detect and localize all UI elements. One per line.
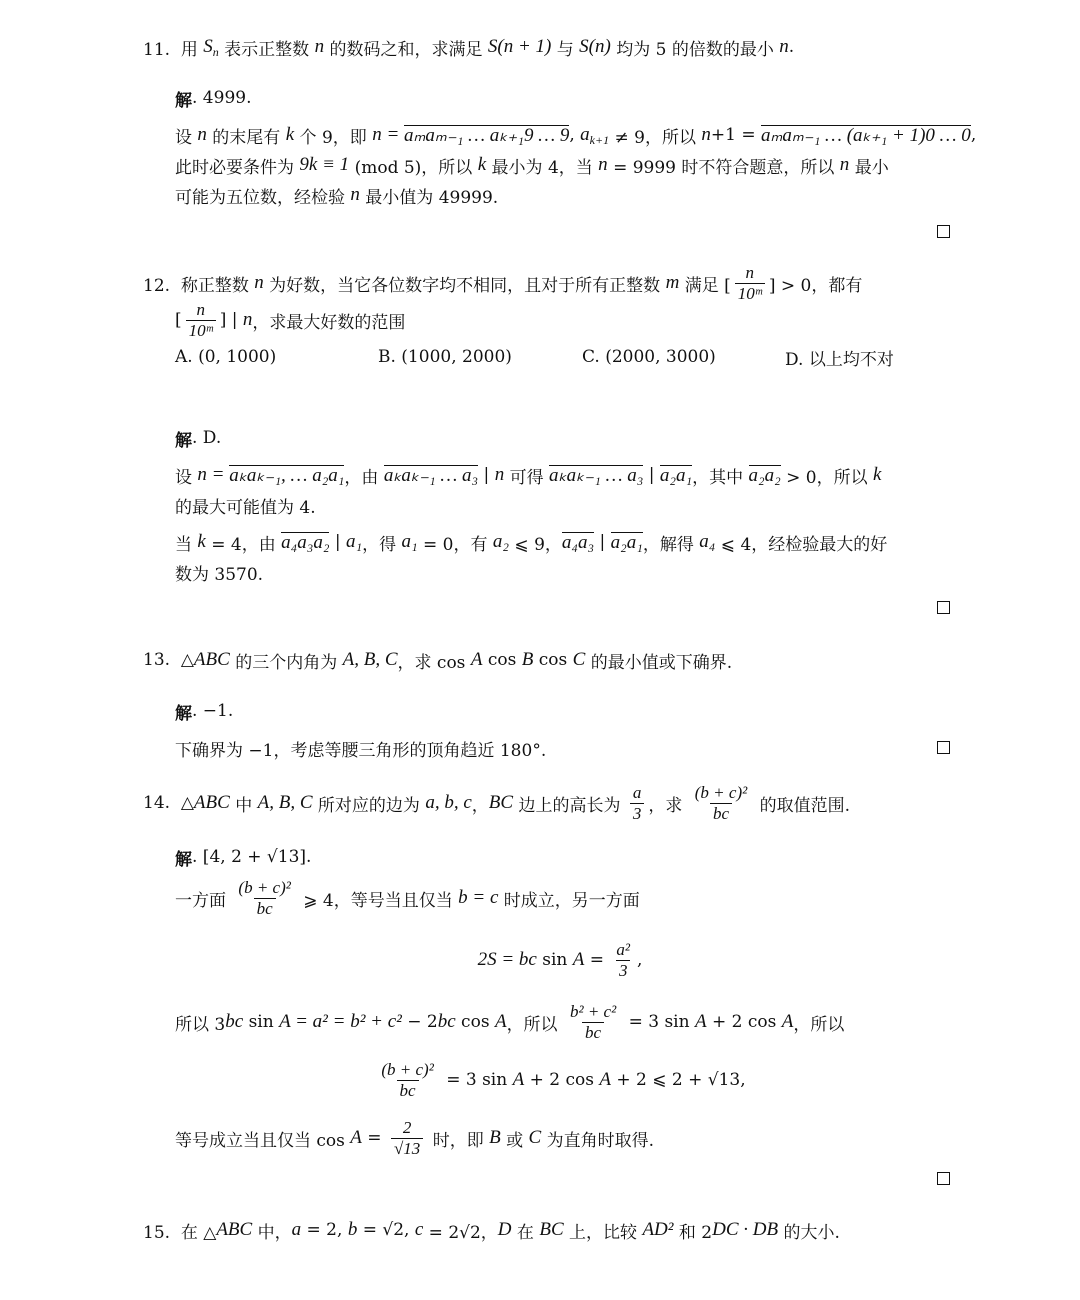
text: 时成立，另一方面 — [498, 890, 640, 911]
math-expression: n — [779, 36, 789, 57]
qed-box-icon — [937, 225, 950, 238]
math-expression: S — [203, 36, 213, 57]
math-expression: ABC — [216, 1219, 253, 1240]
math-expression: A — [494, 1011, 507, 1032]
math-expression: n = — [197, 464, 230, 485]
math-expression: ABC — [193, 792, 230, 813]
text: = 2, — [301, 1220, 348, 1240]
math-expression: k — [285, 124, 295, 145]
fraction-denominator: bc — [582, 1022, 604, 1043]
math-expression: m — [665, 272, 680, 293]
overlined-number: a₂a₁ — [610, 532, 643, 553]
fraction-denominator: 3 — [630, 803, 645, 824]
text: . 4999. — [192, 88, 252, 108]
fraction — [613, 940, 633, 981]
text: 在 — [511, 1222, 540, 1243]
overlined-number: aₘaₘ₋₁ … aₖ₊₁9 … 9 — [404, 125, 570, 146]
text: 14. △ — [143, 793, 194, 813]
text: ，求最大好数的范围 — [252, 312, 406, 333]
fraction-numerator: (b + c)² — [694, 782, 748, 802]
option-a — [175, 342, 276, 372]
math-expression: n — [701, 124, 711, 145]
text: cos — [533, 650, 573, 670]
text: ⩽ 4，经检验最大的好 — [715, 534, 888, 555]
text: 设 — [175, 127, 198, 148]
text: 所以 3 — [175, 1014, 226, 1035]
text: 下确界为 −1，考虑等腰三角形的顶角趋近 180°. — [175, 740, 547, 761]
text: 的最大可能值为 4. — [175, 497, 316, 518]
overlined-number: aₖaₖ₋₁, … a₂a₁ — [229, 465, 345, 486]
solution-13-line — [175, 733, 546, 763]
text: | — [643, 465, 660, 485]
fraction-denominator: bc — [254, 898, 276, 919]
text: 与 — [551, 39, 580, 60]
text: 可得 — [504, 467, 549, 488]
solution-14-answer — [175, 842, 311, 872]
math-expression: n = — [372, 124, 405, 145]
math-expression: A — [694, 1011, 707, 1032]
math-expression: 9k ≡ 1 — [299, 154, 350, 175]
text: (mod 5)，所以 — [349, 157, 478, 178]
solution-14-equation — [0, 939, 1080, 980]
text: = 0，有 — [417, 534, 493, 555]
fraction-denominator: bc — [397, 1080, 419, 1101]
solution-12-line — [175, 460, 881, 490]
text: 个 9，即 — [294, 127, 373, 148]
fraction — [186, 300, 216, 341]
fraction-numerator: (b + c)² — [381, 1059, 434, 1079]
math-expression: b — [347, 1219, 358, 1240]
text: B. (1000, 2000) — [378, 347, 512, 367]
option-c — [582, 342, 716, 372]
math-expression: S(n + 1) — [487, 36, 552, 57]
fraction — [692, 783, 750, 824]
text: A. (0, 1000) — [175, 347, 277, 367]
solution-11-answer — [175, 83, 251, 113]
text: ≠ 9，所以 — [609, 127, 702, 148]
text: 的末尾有 — [206, 127, 286, 148]
text: | — [478, 465, 495, 485]
text: 和 2 — [673, 1222, 713, 1243]
qed-box-icon — [937, 601, 950, 614]
solution-12-answer — [175, 423, 221, 453]
text: + 2 cos — [706, 1012, 782, 1032]
math-expression: ABC — [193, 649, 230, 670]
math-expression: B — [489, 1127, 501, 1148]
text: ⩾ 4，等号当且仅当 — [297, 890, 459, 911]
text: | — [329, 532, 346, 552]
solution-12-line — [175, 557, 263, 587]
math-expression: 2S = bc — [477, 949, 537, 970]
text: 设 — [175, 467, 198, 488]
text: 11. 用 — [143, 39, 204, 60]
math-expression: n — [839, 154, 850, 175]
text: ] > 0，都有 — [768, 275, 863, 296]
solution-12-line — [175, 490, 316, 520]
math-expression: a₄ — [699, 531, 716, 552]
text: ，所以 — [506, 1014, 563, 1035]
problem-14-statement — [143, 782, 851, 823]
fraction-denominator: 3 — [616, 960, 631, 981]
overlined-number: a₄a₃a₂ — [281, 532, 330, 553]
text: ] | — [219, 310, 243, 330]
text: 为直角时取得. — [541, 1130, 655, 1151]
text: ，得 — [362, 534, 402, 555]
math-expression: bc — [225, 1011, 244, 1032]
text: = 3 sin — [623, 1012, 695, 1032]
text: 的最小值或下确界. — [585, 652, 733, 673]
text: 均为 5 的倍数的最小 — [610, 39, 780, 60]
solution-14-line — [175, 1117, 655, 1158]
math-expression: n — [494, 464, 505, 485]
fraction — [630, 783, 645, 824]
text: 的大小. — [778, 1222, 840, 1243]
fraction — [378, 1060, 436, 1101]
fraction-denominator: 10ᵐ — [735, 283, 765, 304]
text: ， — [471, 795, 489, 816]
math-expression: n — [197, 124, 207, 145]
text: = 2√2， — [423, 1222, 498, 1243]
text: ，所以 — [793, 1014, 845, 1035]
fraction — [391, 1118, 423, 1159]
solution-14-line — [175, 877, 640, 918]
math-expression: n — [314, 36, 325, 57]
math-expression: n — [350, 184, 360, 205]
text: 最小值为 49999. — [359, 187, 499, 208]
overlined-number: a₂a₁ — [659, 465, 693, 486]
text: = 4，由 — [205, 534, 282, 555]
fraction-denominator: √13 — [391, 1138, 423, 1159]
text: sin — [536, 950, 573, 970]
math-expression: a₁ — [401, 531, 418, 552]
overlined-number: aₖaₖ₋₁ … a₃ — [383, 465, 479, 486]
math-expression: a, b, c — [425, 792, 472, 813]
option-d — [785, 342, 894, 372]
solution-14-line — [175, 1001, 845, 1042]
text: 为好数，当它各位数字均不相同，且对于所有正整数 — [263, 275, 666, 296]
text: 的取值范围. — [754, 795, 851, 816]
fraction-denominator: 10ᵐ — [186, 320, 216, 341]
math-expression: k — [197, 531, 206, 552]
solution-11-line — [175, 150, 889, 180]
math-expression: D — [497, 1219, 512, 1240]
math-expression: a₁ — [346, 531, 363, 552]
math-expression: a₂ — [492, 531, 510, 552]
text: C. (2000, 3000) — [582, 347, 716, 367]
text: cos — [455, 1012, 495, 1032]
math-expression: a — [580, 124, 590, 145]
text: = √2, — [357, 1220, 415, 1240]
fraction-denominator: bc — [710, 803, 732, 824]
problem-12-statement — [143, 262, 863, 303]
math-expression: BC — [539, 1219, 564, 1240]
math-expression: k — [477, 154, 487, 175]
fraction — [235, 878, 293, 919]
math-expression: A — [781, 1011, 794, 1032]
overlined-number: a₄a₃ — [561, 532, 595, 553]
problem-15-statement — [143, 1215, 840, 1245]
text: ，求 cos — [397, 652, 471, 673]
solution-label: 解 — [175, 430, 192, 451]
text: 数为 3570. — [175, 564, 264, 585]
math-expression: A = a² = b² + c² — [279, 1011, 402, 1032]
text: , — [970, 125, 977, 145]
text: = — [584, 950, 610, 970]
text: 可能为五位数，经检验 — [175, 187, 351, 208]
math-expression: a — [291, 1219, 302, 1240]
text: n — [212, 44, 219, 59]
problem-13-statement — [143, 645, 732, 675]
fraction-numerator: a² — [616, 939, 631, 959]
text: 等号成立当且仅当 cos — [175, 1130, 351, 1151]
text: 边上的高长为 — [513, 795, 626, 816]
text: + 2 ⩽ 2 + √13, — [610, 1070, 746, 1090]
overlined-number: aₖaₖ₋₁ … a₃ — [549, 465, 644, 486]
solution-14-equation — [0, 1059, 1080, 1100]
text: ，由 — [344, 467, 384, 488]
math-expression: n — [242, 309, 253, 330]
math-expression: A — [470, 649, 483, 670]
text: − 2 — [401, 1012, 438, 1032]
text: [ — [175, 310, 182, 330]
math-expression: A, B, C — [342, 649, 398, 670]
fraction-numerator: b² + c² — [569, 1001, 617, 1021]
text: 12. 称正整数 — [143, 275, 255, 296]
solution-label: 解 — [175, 849, 192, 870]
problem-12-statement — [175, 299, 406, 340]
qed-box-icon — [937, 741, 950, 754]
math-expression: A — [599, 1069, 611, 1090]
text: 15. 在 △ — [143, 1222, 217, 1243]
math-expression: k — [873, 464, 882, 485]
text: = 9999 时不符合题意，所以 — [607, 157, 840, 178]
solution-13-answer — [175, 696, 233, 726]
text: . D. — [192, 428, 222, 448]
math-expression: BC — [488, 792, 514, 813]
solution-11-line — [175, 120, 976, 150]
text: . — [788, 37, 795, 57]
text: 满足 [ — [679, 275, 731, 296]
fraction-numerator: (b + c)² — [238, 877, 291, 897]
math-expression: C — [528, 1127, 542, 1148]
text: | — [594, 532, 611, 552]
text: 中 — [229, 795, 258, 816]
text: 最小 — [849, 157, 889, 178]
text: = — [361, 1128, 387, 1148]
text: 中， — [252, 1222, 292, 1243]
solution-11-line — [175, 180, 498, 210]
solution-label: 解 — [175, 703, 192, 724]
text: ，求 — [648, 795, 688, 816]
text: 所对应的边为 — [312, 795, 426, 816]
text: . [4, 2 + √13]. — [192, 847, 312, 867]
text: ，解得 — [642, 534, 700, 555]
text: , — [569, 125, 581, 145]
fraction-numerator: n — [196, 299, 205, 319]
text: 当 — [175, 534, 198, 555]
math-expression: S(n) — [579, 36, 611, 57]
text: 此时必要条件为 — [175, 157, 300, 178]
qed-box-icon — [937, 1172, 950, 1185]
text: k+1 — [589, 132, 610, 147]
solution-label: 解 — [175, 90, 192, 111]
text: 的三个内角为 — [229, 652, 343, 673]
text: 的数码之和，求满足 — [324, 39, 488, 60]
math-expression: B — [521, 649, 534, 670]
text: sin — [243, 1012, 280, 1032]
fraction — [735, 263, 765, 304]
math-expression: AD² — [642, 1219, 674, 1240]
math-expression: A — [350, 1127, 362, 1148]
text: ⩽ 9， — [509, 534, 562, 555]
fraction-numerator: n — [745, 262, 755, 282]
text: 上，比较 — [563, 1222, 643, 1243]
text: 时，即 — [427, 1130, 490, 1151]
math-expression: A — [572, 949, 585, 970]
math-expression: DC · DB — [712, 1219, 779, 1240]
math-expression: C — [572, 649, 586, 670]
text: D. 以上均不对 — [785, 349, 894, 370]
fraction-numerator: 2 — [402, 1117, 412, 1137]
text: 最小为 4，当 — [486, 157, 599, 178]
fraction — [567, 1002, 619, 1043]
math-expression: bc — [437, 1011, 456, 1032]
solution-12-line — [175, 527, 887, 557]
text: cos — [482, 650, 522, 670]
math-expression: b = c — [458, 887, 499, 908]
math-expression: A — [512, 1069, 525, 1090]
text: . −1. — [192, 701, 234, 721]
overlined-number: aₘaₘ₋₁ … (aₖ₊₁ + 1)0 … 0 — [761, 125, 971, 146]
text: 或 — [500, 1130, 529, 1151]
math-expression: A, B, C — [257, 792, 313, 813]
math-expression: n — [254, 272, 264, 293]
fraction-numerator: a — [632, 782, 642, 802]
overlined-number: a₂a₂ — [748, 465, 781, 486]
text: > 0，所以 — [780, 467, 873, 488]
math-expression: n — [598, 154, 608, 175]
text: , — [637, 950, 643, 970]
problem-11-statement — [143, 32, 794, 62]
text: = 3 sin — [440, 1070, 513, 1090]
math-expression: c — [414, 1219, 424, 1240]
text: +1 = — [710, 125, 761, 145]
text: 一方面 — [175, 890, 232, 911]
text: + 2 cos — [524, 1070, 600, 1090]
text: 13. △ — [143, 650, 194, 670]
text: 表示正整数 — [218, 39, 315, 60]
option-b — [378, 342, 512, 372]
text: ，其中 — [692, 467, 749, 488]
